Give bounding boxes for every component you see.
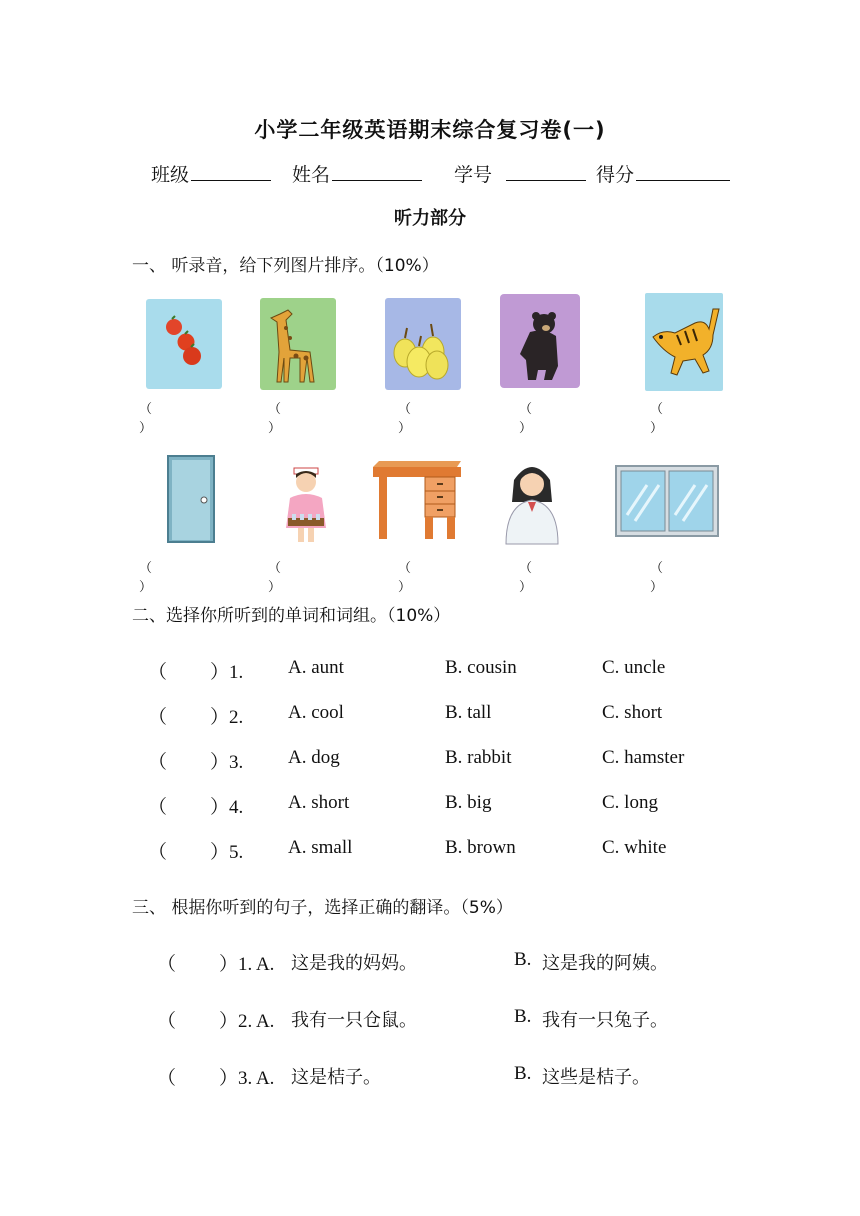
answer-paren-open[interactable]: （ <box>148 797 168 818</box>
question-number: ）4. <box>210 797 244 818</box>
desk-picture <box>371 461 449 551</box>
window-picture <box>615 465 693 555</box>
class-blank[interactable] <box>191 162 271 181</box>
bear-picture <box>500 294 578 384</box>
number-label: 学号 <box>454 164 493 186</box>
section2-heading: 二、选择你所听到的单词和词组。（10%） <box>132 606 451 626</box>
answer-paren[interactable]: （） <box>519 402 533 436</box>
question-row <box>0 837 860 863</box>
option-a: A. aunt <box>288 657 344 678</box>
answer-paren[interactable]: （） <box>398 402 412 436</box>
answer-paren-open[interactable]: （ <box>157 1011 177 1032</box>
answer-paren[interactable]: （） <box>398 561 412 595</box>
option-b: B. brown <box>445 837 516 858</box>
question-row <box>0 1063 860 1087</box>
option-c: C. uncle <box>602 657 666 678</box>
name-field[interactable] <box>292 160 422 187</box>
option-a: A. cool <box>288 702 344 723</box>
score-blank[interactable] <box>636 162 730 181</box>
name-blank[interactable] <box>332 162 422 181</box>
class-field[interactable] <box>151 160 271 187</box>
option-b: 我有一只兔子。 <box>542 1010 668 1031</box>
number-field[interactable] <box>454 160 586 187</box>
answer-paren[interactable]: （） <box>650 561 664 595</box>
option-c: C. white <box>602 837 667 858</box>
answer-paren[interactable]: （） <box>519 561 533 595</box>
option-a: 这是我的妈妈。 <box>291 953 417 974</box>
door-picture <box>166 454 244 544</box>
pears-picture <box>385 298 463 388</box>
option-b-label: B. <box>514 949 532 970</box>
answer-paren[interactable]: （） <box>268 402 282 436</box>
question-number: ）5. <box>210 842 244 863</box>
question-number: ）3. <box>210 752 244 773</box>
giraffe-picture <box>260 298 338 388</box>
option-b-label: B. <box>514 1063 532 1084</box>
option-a: A. dog <box>288 747 340 768</box>
option-b: B. big <box>445 792 492 813</box>
name-label: 姓名 <box>292 164 331 186</box>
option-b: 这些是桔子。 <box>542 1067 650 1088</box>
tiger-picture <box>645 293 723 383</box>
answer-paren-open[interactable]: （ <box>148 752 168 773</box>
doctor-picture <box>502 458 580 548</box>
answer-paren-open[interactable]: （ <box>157 954 177 975</box>
score-field[interactable] <box>596 160 730 187</box>
question-number: ）2. <box>210 707 244 728</box>
question-row <box>0 702 860 728</box>
option-b: B. cousin <box>445 657 517 678</box>
option-a: A. small <box>288 837 353 858</box>
option-c: C. hamster <box>602 747 685 768</box>
answer-paren-open[interactable]: （ <box>157 1068 177 1089</box>
answer-paren-open[interactable]: （ <box>148 842 168 863</box>
listening-title: 听力部分 <box>394 208 466 229</box>
nurse-picture <box>280 458 358 548</box>
option-c: C. short <box>602 702 663 723</box>
question-number: ）1. <box>210 662 244 683</box>
option-c: C. long <box>602 792 658 813</box>
question-row <box>0 747 860 773</box>
option-a: A. short <box>288 792 350 813</box>
option-a: 这是桔子。 <box>291 1067 381 1088</box>
answer-paren[interactable]: （） <box>139 561 153 595</box>
option-b-label: B. <box>514 1006 532 1027</box>
question-number: ）2. A. <box>219 1011 275 1032</box>
question-number: ）3. A. <box>219 1068 275 1089</box>
page-title: 小学二年级英语期末综合复习卷(一) <box>254 118 606 142</box>
option-b: B. rabbit <box>445 747 512 768</box>
score-label: 得分 <box>596 164 635 186</box>
question-row <box>0 949 860 973</box>
question-row <box>0 792 860 818</box>
number-blank[interactable] <box>506 162 586 181</box>
section1-heading: 一、 听录音，给下列图片排序。（10%） <box>132 256 439 276</box>
answer-paren[interactable]: （） <box>268 561 282 595</box>
option-b: B. tall <box>445 702 492 723</box>
answer-paren[interactable]: （） <box>650 402 664 436</box>
question-number: ）1. A. <box>219 954 275 975</box>
answer-paren[interactable]: （） <box>139 402 153 436</box>
answer-paren-open[interactable]: （ <box>148 707 168 728</box>
oranges-picture <box>146 299 224 389</box>
option-b: 这是我的阿姨。 <box>542 953 668 974</box>
question-row <box>0 657 860 683</box>
class-label: 班级 <box>151 164 190 186</box>
answer-paren-open[interactable]: （ <box>148 662 168 683</box>
option-a: 我有一只仓鼠。 <box>291 1010 417 1031</box>
section3-heading: 三、 根据你听到的句子，选择正确的翻译。（5%） <box>132 898 513 918</box>
question-row <box>0 1006 860 1030</box>
